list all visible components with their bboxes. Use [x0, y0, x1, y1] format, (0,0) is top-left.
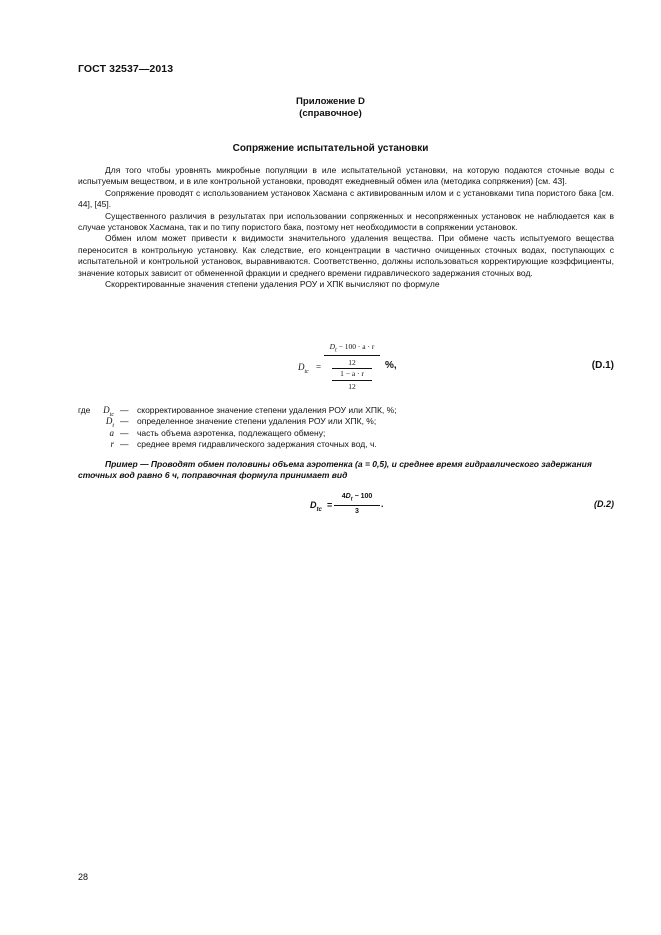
formula-numerator: $D_t - 100 \cdot a \cdot r$ [329, 342, 375, 354]
page-number: 28 [78, 872, 89, 882]
legend-dash: — [120, 405, 129, 415]
example-paragraph [78, 459, 614, 482]
body-text [78, 165, 614, 290]
formula-equals: = [316, 362, 322, 372]
formula-lhs: $D_{tc}$ [298, 362, 309, 375]
formula-d1 [78, 340, 614, 406]
formula-equals: = [327, 500, 333, 510]
legend-text: часть объема аэротенка, подлежащего обмену; [137, 427, 326, 438]
paragraph: Сопряжение проводят с использованием установок Хасмана с активированным илом и с установками типа пористого бака [см. 44], [45]. [78, 187, 614, 210]
fraction-bar [332, 380, 372, 381]
annex-label: Приложение D [296, 96, 365, 107]
paragraph: Для того чтобы уровнять микробные популяции в иле испытательной установки, на которую подаются сточные воды с испытуемым веществом, и в иле контрольной установки, проводят ежедневный обмен ила (методика сопряжения) [см. 43]. [78, 165, 614, 187]
legend-text: среднее время гидравлического задержания сточных вод, ч. [137, 438, 377, 449]
formula-numerator: $4D_t - 100$ [341, 493, 373, 503]
fraction-bar [324, 355, 380, 356]
formula-inner-denominator: 1 − a · r [340, 369, 364, 378]
formula-inner-denominator-2: 12 [348, 382, 356, 391]
formula-inner-numerator: 12 [348, 358, 356, 367]
paragraph: Скорректированные значения степени удаления РОУ и ХПК вычисляют по формуле [105, 279, 440, 290]
formula-unit: %, [385, 360, 397, 371]
paragraph: Обмен илом может привести к видимости значительного удаления вещества. При обмене часть испытуемого вещества переносится в контрольную установку. Как следствие, его концентрации в частично очищенных сточных водах, поступающих с испытательной и контрольной установок, выравниваются. Соответственно, должны использоваться корректирующие коэффициенты, значение которых зависит от обмененной фракции и среднего времени гидравлического задержания сточных вод. [78, 233, 614, 278]
legend-symbol: a [109, 427, 114, 438]
annex-kind: (справочное) [299, 108, 362, 119]
formula-number: (D.2) [594, 499, 614, 509]
fraction-bar [334, 505, 380, 506]
paragraph: Существенного различия в результатах при использовании сопряженных и несопряженных установок не наблюдается как в случае установок Хасмана, так и по типу пористого бака, поэтому нет необходимости в сопряжении установок. [78, 210, 614, 233]
legend-dash: — [120, 427, 129, 438]
legend-dash: — [120, 416, 129, 427]
example-text: Пример — Проводят обмен половины объема аэротенка (а = 0,5), и среднее время гидравлического задержания сточных вод равно 6 ч, поправочная формула принимает вид [78, 459, 592, 481]
legend-dash: — [120, 438, 129, 449]
legend-symbol: $D_{tc}$ [103, 405, 114, 418]
standard-header: ГОСТ 32537—2013 [78, 63, 174, 75]
formula-number: (D.1) [591, 360, 614, 371]
legend-text: определенное значение степени удаления РОУ или ХПК, %; [137, 416, 377, 427]
formula-period: . [381, 499, 384, 509]
legend-text: скорректированное значение степени удаления РОУ или ХПК, %; [137, 405, 397, 415]
legend-symbol: $D_t$ [105, 416, 114, 430]
formula-lhs: $D_{tc}$ [310, 500, 322, 513]
legend-where: где [78, 405, 91, 415]
formula-d2 [78, 490, 614, 526]
section-title: Сопряжение испытательной установки [232, 143, 429, 154]
formula-denominator: 3 [355, 508, 359, 515]
legend-symbol: r [110, 438, 114, 449]
